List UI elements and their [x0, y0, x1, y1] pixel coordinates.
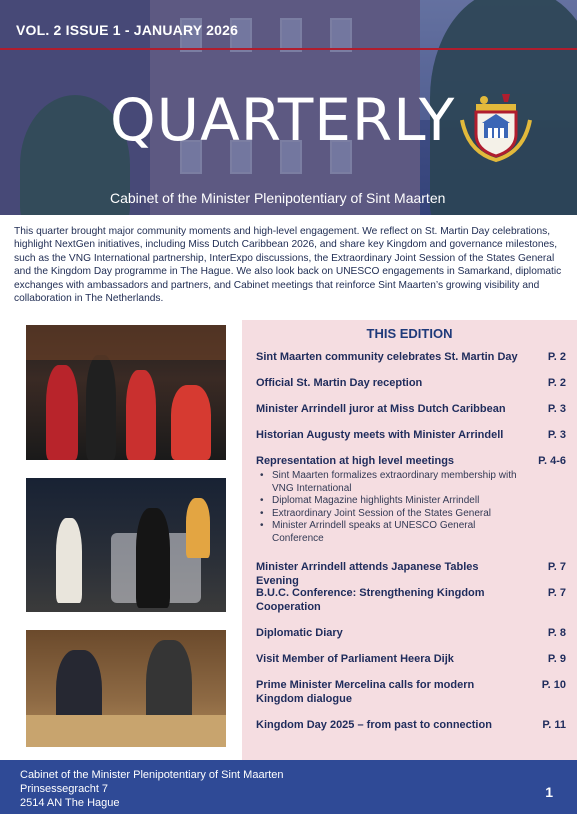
toc-item-title: Kingdom Day 2025 – from past to connection [256, 719, 492, 731]
toc-item-title: Minister Arrindell attends Japanese Tables Evening [256, 561, 479, 587]
toc-item-title: Historian Augusty meets with Minister Arrindell [256, 429, 504, 441]
banner-red-rule [0, 48, 577, 50]
toc-item-title: Official St. Martin Day reception [256, 377, 423, 389]
photo-st-martin-day-dance [26, 325, 226, 460]
toc-item[interactable] [256, 428, 566, 442]
toc-item[interactable] [256, 626, 566, 640]
toc-item-page: P. 3 [547, 429, 566, 441]
photo-stage-dancers [26, 478, 226, 612]
toc-item-page: P. 7 [547, 561, 566, 573]
toc-item-title: Visit Member of Parliament Heera Dijk [256, 653, 454, 665]
newsletter-subtitle: Cabinet of the Minister Plenipotentiary of Sint Maarten [110, 190, 446, 206]
toc-item[interactable] [256, 718, 566, 732]
toc-item-page: P. 3 [547, 403, 566, 415]
toc-item-page: P. 11 [542, 719, 566, 731]
toc-item-page: P. 4-6 [538, 455, 566, 467]
toc-item-page: P. 10 [541, 679, 566, 691]
toc-item[interactable] [256, 402, 566, 416]
intro-paragraph: This quarter brought major community moments and high-level engagement. We reflect on St. Martin Day celebrations, highlight NextGen initiatives, including Miss Dutch Caribbean 2026, and share key Kingdom and governance milestones, such as the VNG International partnership, InterExpo discussions, the Extraordinary Joint Session of the States General and the Kingdom Day programme in The Hague. We also look back on UNESCO engagements in Samarkand, diplomatic exchanges with ambassadors and partners, and Cabinet meetings that reinforce Sint Maarten’s growing visibility and collaboration in The Netherlands. [14, 226, 562, 305]
issue-label: VOL. 2 ISSUE 1 - JANUARY 2026 [16, 22, 239, 38]
toc-item[interactable] [256, 560, 566, 588]
footer-city: 2514 AN The Hague [20, 797, 120, 809]
page-number: 1 [545, 784, 553, 800]
toc-subitem: • Extraordinary Joint Session of the States General [256, 508, 518, 521]
toc-item[interactable] [256, 678, 566, 706]
toc-item-page: P. 2 [547, 351, 566, 363]
toc-item[interactable] [256, 586, 566, 614]
newsletter-title: QUARTERLY [110, 86, 456, 154]
toc-item-title: Sint Maarten community celebrates St. Martin Day [256, 351, 518, 363]
toc-item-page: P. 9 [547, 653, 566, 665]
table-of-contents [242, 320, 577, 760]
toc-item[interactable] [256, 350, 566, 364]
toc-item[interactable] [256, 652, 566, 666]
toc-item-page: P. 8 [547, 627, 566, 639]
toc-item-title: Minister Arrindell juror at Miss Dutch Caribbean [256, 403, 506, 415]
toc-subitem: • Sint Maarten formalizes extraordinary membership with VNG International [256, 470, 518, 495]
toc-subitem-list [256, 470, 566, 545]
photo-handshake-meeting [26, 630, 226, 747]
toc-subitem: • Minister Arrindell speaks at UNESCO General Conference [256, 520, 518, 545]
footer-street: Prinsessegracht 7 [20, 783, 109, 795]
toc-item-title: Prime Minister Mercelina calls for modern Kingdom dialogue [256, 679, 475, 705]
toc-item[interactable] [256, 454, 566, 545]
toc-item-page: P. 2 [547, 377, 566, 389]
toc-subitem: • Diplomat Magazine highlights Minister Arrindell [256, 495, 518, 508]
toc-item-title: Diplomatic Diary [256, 627, 343, 639]
toc-item-page: P. 7 [547, 587, 566, 599]
header-banner [0, 0, 577, 215]
page-footer [0, 760, 577, 814]
toc-item[interactable] [256, 376, 566, 390]
coat-of-arms-icon [458, 90, 534, 166]
toc-item-title: B.U.C. Conference: Strengthening Kingdom Cooperation [256, 587, 485, 613]
toc-heading: THIS EDITION [366, 326, 453, 341]
footer-organization: Cabinet of the Minister Plenipotentiary of Sint Maarten [20, 769, 284, 781]
toc-item-title: Representation at high level meetings [256, 455, 455, 467]
